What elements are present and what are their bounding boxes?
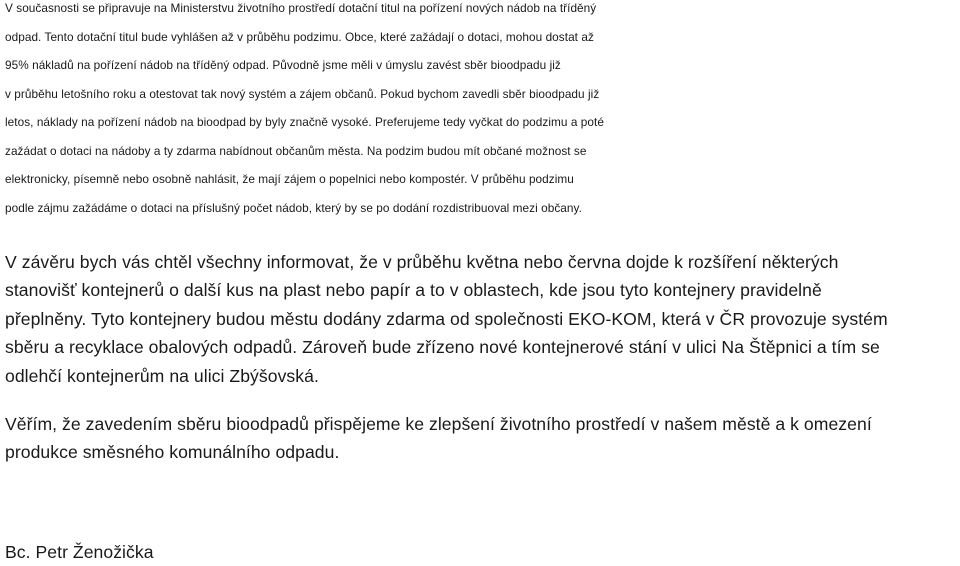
paragraph-zaver	[5, 410, 872, 467]
text-line: V závěru bych vás chtěl všechny informovat, že v průběhu května nebo června dojde k rozšíření některých	[5, 252, 839, 272]
text-line: Věřím, že zavedením sběru bioodpadů přispějeme ke zlepšení životního prostředí v našem městě a k omezení	[5, 414, 872, 434]
document-page	[5, 0, 957, 562]
signature	[5, 538, 154, 566]
text-line: odlehčí kontejnerům na ulici Zbýšovská.	[5, 365, 319, 386]
text-line: produkce směsného komunálního odpadu.	[5, 442, 340, 463]
text-line: elektronicky, písemně nebo osobně nahlásit, že mají zájem o popelnici nebo kompostér. V průběhu podzimu	[5, 172, 574, 186]
text-line: zažádat o dotaci na nádoby a ty zdarma nabídnout občanům města. Na podzim budou mít občané možnost se	[5, 143, 587, 158]
text-line: V současnosti se připravuje na Ministerstvu životního prostředí dotační titul na pořízení nových nádob na tříděný	[5, 1, 597, 15]
text-line: sběru a recyklace obalových odpadů. Zároveň bude zřízeno nové kontejnerové stání v ulici Na Štěpnici a tím se	[5, 337, 880, 358]
text-line: 95% nákladů na pořízení nádob na tříděný odpad. Původně jsme měli v úmyslu zavést sběr bioodpadu již	[5, 58, 561, 72]
text-line: odpad. Tento dotační titul bude vyhlášen až v průběhu podzimu. Obce, které zažádají o dotaci, mohou dostat až	[5, 29, 594, 44]
text-line: přeplněny. Tyto kontejnery budou městu dodány zdarma od společnosti EKO-KOM, která v ČR provozuje systém	[5, 308, 888, 329]
paragraph-kontejnery	[5, 248, 888, 390]
signature-name: Bc. Petr Ženožička	[5, 542, 154, 562]
paragraph-dotace	[5, 0, 957, 222]
text-line: letos, náklady na pořízení nádob na bioodpad by byly značně vysoké. Preferujeme tedy vyčkat do podzimu a poté	[5, 115, 604, 129]
text-line: stanovišť kontejnerů o další kus na plast nebo papír a to v oblastech, kde jsou tyto kontejnery pravidelně	[5, 280, 822, 301]
text-line: podle zájmu zažádáme o dotaci na příslušný počet nádob, který by se po dodání rozdistribuoval mezi občany.	[5, 200, 582, 215]
text-line: v průběhu letošního roku a otestovat tak nový systém a zájem občanů. Pokud bychom zavedli sběr bioodpadu již	[5, 86, 600, 101]
